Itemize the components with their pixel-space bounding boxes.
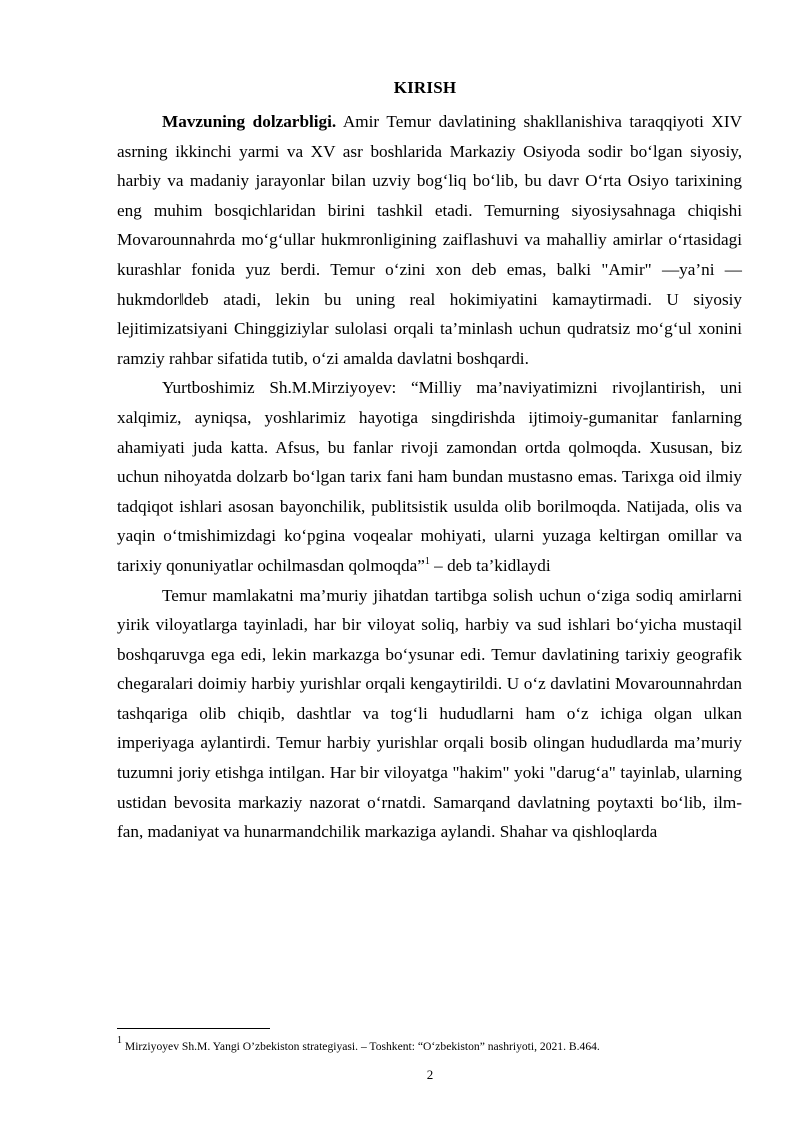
quote-tail: – deb ta’kidlaydi xyxy=(429,555,551,575)
footnote-divider xyxy=(117,1028,270,1029)
paragraph-quote xyxy=(117,373,742,580)
relevance-lead: Mavzuning dolzarbligi. xyxy=(162,112,337,131)
paragraph-relevance xyxy=(117,107,742,373)
footnote-text: Mirziyoyev Sh.M. Yangi O’zbekiston strategiyasi. – Toshkent: “Oʻzbekiston” nashriyoti, 2021. B.464. xyxy=(122,1040,600,1053)
page-number: 2 xyxy=(426,1067,434,1082)
footnote-marker: 1 xyxy=(117,1035,122,1046)
quote-text: Yurtboshimiz Sh.M.Mirziyoyev: “Milliy ma’naviyatimizni rivojlantirish, uni xalqimiz, ayniqsa, yoshlarimiz hayotiga singdirishda ijtimoiy-gumanitar fanlarning ahamiyati juda katta. Afsus, bu fanlar rivoji zamondan ortda qolmoqda. Xususan, biz uchun nihoyatda dolzarb boʻlgan tarix fani ham bundan mustasno emas. Tarixga oid ilmiy tadqiqot ishlari asosan bayonchilik, publitsistik usulda olib borilmoqda. Natijada, olis va yaqin oʻtmishimizdagi koʻpgina voqealar mohiyati, ularni yuzaga keltirgan omillar va tarixiy qonuniyatlar ochilmasdan qolmoqda” xyxy=(117,378,742,575)
relevance-text: Amir Temur davlatining shakllanishiva taraqqiyoti XIV asrning ikkinchi yarmi va XV asr boshlarida Markaziy Osiyoda sodir boʻlgan siyosiy, harbiy va madaniy jarayonlar bilan uzviy bogʻliq boʻlib, bu davr Oʻrta Osiyo tarixining eng muhim bosqichlaridan birini tashkil etadi. Temurning siyosiysahnaga chiqishi Movarounnahrda moʻgʻullar hukmronligining zaiflashuvi va mahalliy amirlar oʻrtasidagi kurashlar fonida yuz berdi. Temur oʻzini xon deb emas, balki "Amir" —ya’ni —hukmdor‖deb atadi, lekin bu uning real hokimiyatini kamaytirmadi. U siyosiy lejitimizatsiyani Chinggiziylar sulolasi orqali ta’minlash uchun qudratsiz moʻgʻul xonini ramziy rahbar sifatida tutib, oʻzi amalda davlatni boshqardi. xyxy=(117,112,742,368)
administration-text: Temur mamlakatni ma’muriy jihatdan tartibga solish uchun oʻziga sodiq amirlarni yirik viloyatlarga tayinladi, har bir viloyat soliq, harbiy va sud ishlari boʻyicha mustaqil boshqaruvga ega edi, lekin markazga boʻysunar edi. Temur davlatining tarixiy geografik chegaralari doimiy harbiy yurishlar orqali kengaytirildi. U oʻz davlatini Movarounnahrdan tashqariga olib chiqib, dashtlar va togʻli hududlarni ham oʻz ichiga olgan ulkan imperiyaga aylantirdi. Temur harbiy yurishlar orqali bosib olingan hududlarda ma’muriy tuzumni joriy etishga intilgan. Har bir viloyatga "hakim" yoki "darugʻa" tayinlab, ularning ustidan bevosita markaziy nazorat oʻrnatdi. Samarqand davlatning poytaxti boʻlib, ilm-fan, madaniyat va hunarmandchilik markaziga aylandi. Shahar va qishloqlarda xyxy=(117,585,742,842)
footnote-reference[interactable]: 1 xyxy=(424,555,430,567)
section-heading: KIRISH xyxy=(393,78,457,97)
paragraph-administration xyxy=(117,581,742,847)
footnote xyxy=(117,1035,747,1054)
body-text xyxy=(117,107,742,847)
